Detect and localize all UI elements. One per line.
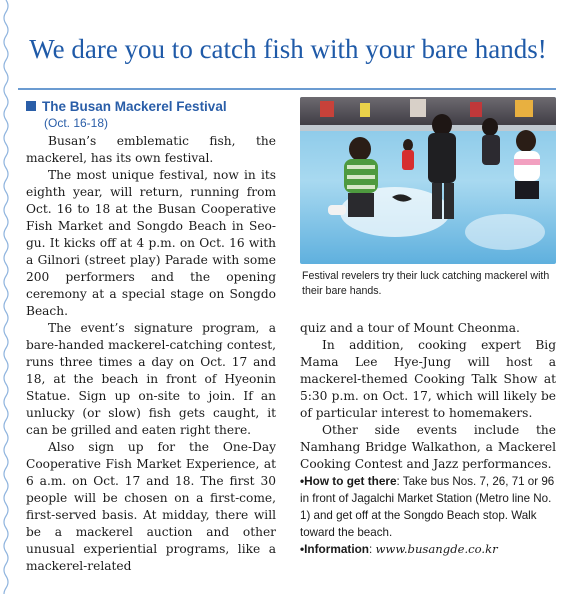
paragraph-continuation: quiz and a tour of Mount Cheonma. <box>300 321 520 335</box>
right-column <box>300 320 556 558</box>
photo-block <box>300 97 556 299</box>
left-column <box>26 97 276 575</box>
paragraph: In addition, cooking expert Big Mama Lee Hye-Jung will host a mackerel-themed Cooking Talk Show at 5:30 p.m. on Oct. 17, which will likely be of particular interest to homemakers. <box>300 338 556 420</box>
information-url[interactable]: www.busangde.co.kr <box>375 542 498 556</box>
paragraph: The most unique festival, now in its eighth year, will return, running from Oct. 16 to 18 at the Busan Cooperative Fish Market and Songdo Beach in Seo-gu. It kicks off at 4 p.m. on Oct. 16 with a Gilnori (street play) Parade with some 200 performers and the opening ceremony at a special stage on Songdo Beach. <box>26 168 276 318</box>
information-line <box>300 541 556 558</box>
paragraph: Other side events include the Namhang Bridge Walkathon, a Mackerel Cooking Contest and Jazz performances. <box>300 423 556 471</box>
right-article-body <box>300 320 556 473</box>
left-article-body <box>26 133 276 575</box>
how-to-get-there <box>300 473 556 541</box>
section-title: The Busan Mackerel Festival <box>42 98 227 114</box>
headline-rule <box>18 88 556 90</box>
information-label: •Information <box>300 542 370 556</box>
paragraph: The event’s signature program, a bare-handed mackerel-catching contest, runs three times a day on Oct. 17 and 18, at the beach in front of Hyeonin Statue. Sign up on-site to join. If an unlucky (or slow) fish gets caught, it can be grilled and eaten right there. <box>26 321 276 437</box>
headline: We dare you to catch fish with your bare hands! <box>29 34 547 64</box>
festival-photo <box>300 97 556 264</box>
section-date: (Oct. 16-18) <box>44 116 109 130</box>
section-header <box>26 97 276 115</box>
how-to-get-there-label: •How to get there <box>300 474 397 488</box>
how-to-get-there-text: : Take bus Nos. 7, 26, 71 or 96 in front of Jagalchi Market Station (Metro line No. 1) and get off at the Songdo Beach stop. Walk toward the beach. <box>300 475 555 539</box>
paragraph: Busan’s emblematic fish, the mackerel, has its own festival. <box>26 134 276 165</box>
blue-square-icon <box>26 101 36 111</box>
photo-caption: Festival revelers try their luck catching mackerel with their bare hands. <box>302 270 550 297</box>
wavy-border <box>0 0 12 594</box>
paragraph: Also sign up for the One-Day Cooperative Fish Market Experience, at 6 a.m. on Oct. 17 and 18. The first 30 people will be chosen on a first-come, first-served basis. At midday, there will be a mackerel auction and other unusual experiential programs, like a mackerel-related <box>26 440 276 573</box>
information-separator: : <box>369 543 376 556</box>
